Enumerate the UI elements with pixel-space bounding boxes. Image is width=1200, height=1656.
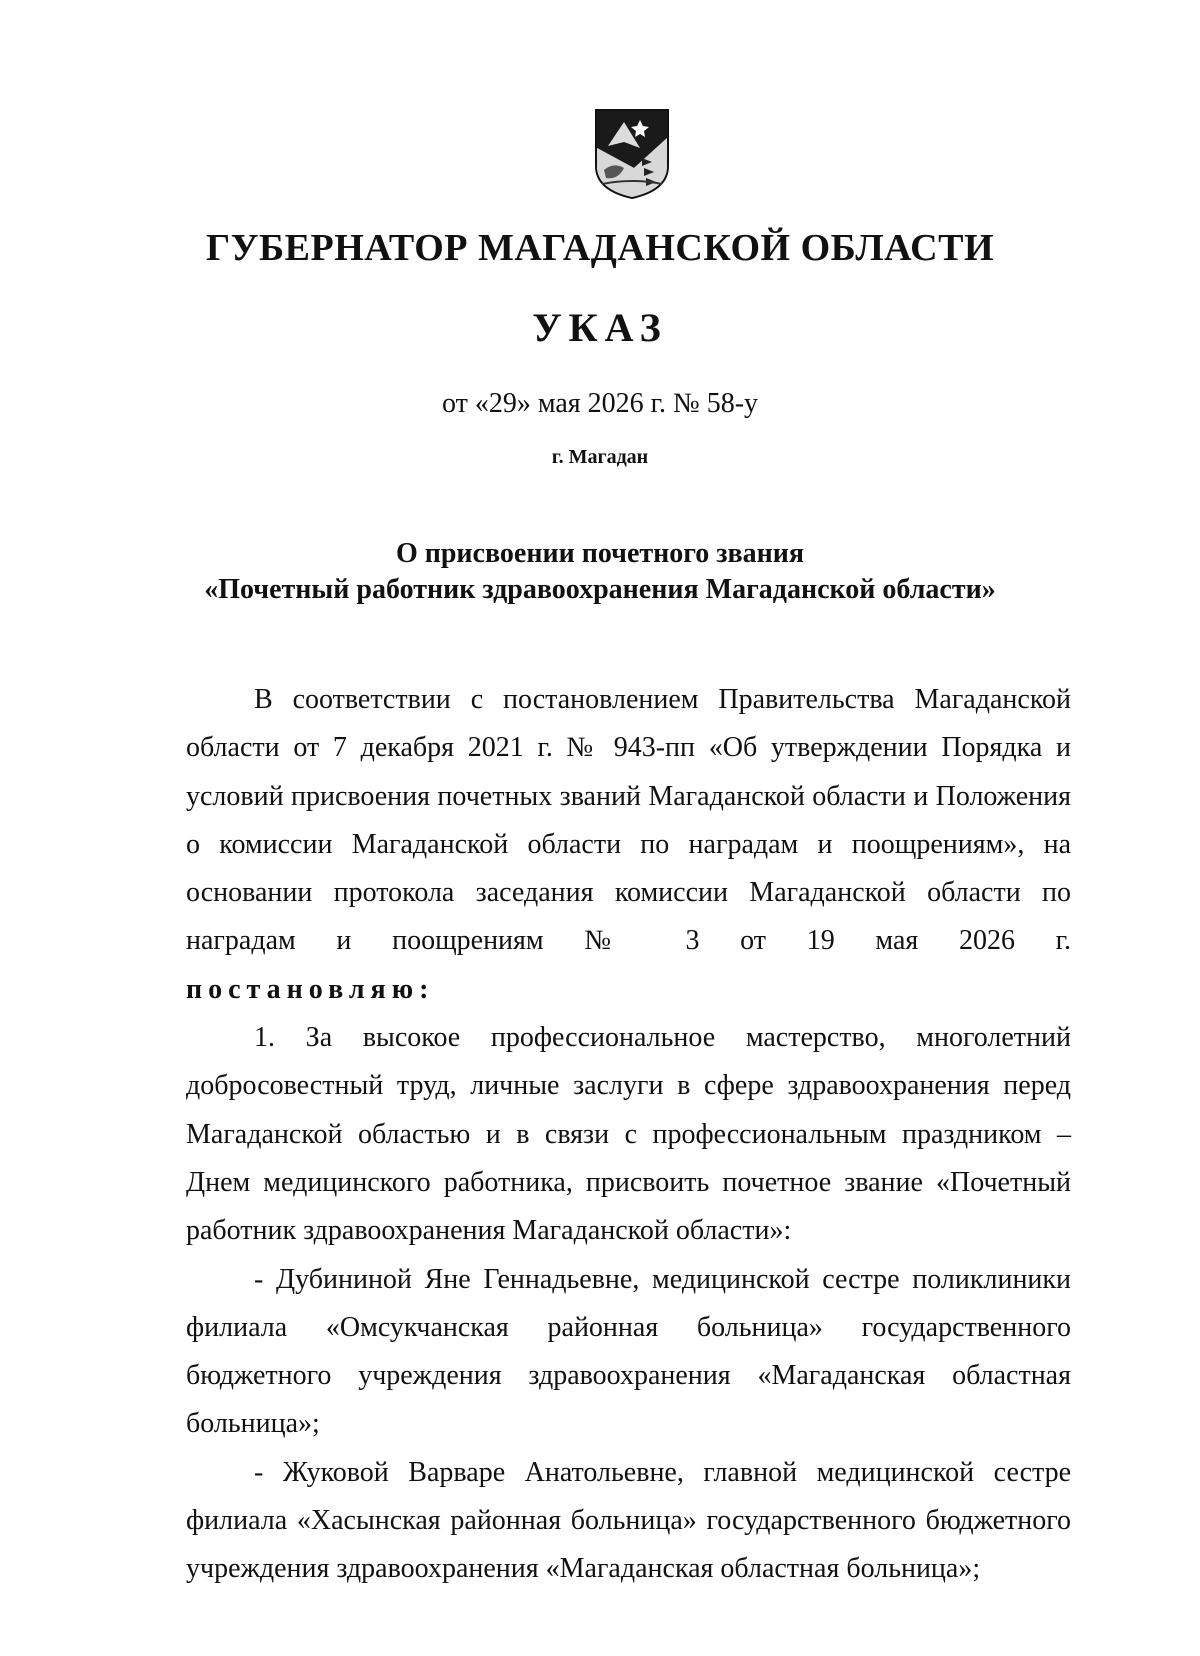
preamble-paragraph: В соответствии с постановлением Правительства Магаданской области от 7 декабря 2021 г. № 943-пп «Об утверждении Порядка и условий присвоения почетных званий Магаданской области и Положения о комиссии Магаданской области по наградам и поощрениям», на основании протокола заседания комиссии Магаданской области по наградам и поощрениям № 3 от 19 мая 2026 г. xyxy=(186,684,1071,957)
authority-heading: ГУБЕРНАТОР МАГАДАНСКОЙ ОБЛАСТИ xyxy=(205,227,995,269)
document-city: г. Магадан xyxy=(551,446,649,468)
decree-word: постановляю: xyxy=(186,973,435,1005)
awardee-2-paragraph: - Жуковой Варваре Анатольевне, главной медицинской сестре филиала «Хасынская районная больница» государственного бюджетного учреждения здравоохранения «Магаданская областная больница»; xyxy=(186,1456,1071,1585)
document-title-line-1: О присвоении почетного звания xyxy=(395,538,805,569)
document-title-line-2: «Почетный работник здравоохранения Магаданской области» xyxy=(204,574,996,605)
awardee-1-paragraph: - Дубининой Яне Геннадьевне, медицинской сестре поликлиники филиала «Омсукчанская районная больница» государственного бюджетного учреждения здравоохранения «Магаданская областная больница»; xyxy=(186,1263,1071,1440)
document-type-heading: УКАЗ xyxy=(532,305,668,350)
document-date-number: от «29» мая 2026 г. № 58-у xyxy=(441,388,759,419)
item-1-paragraph: 1. За высокое профессиональное мастерство, многолетний добросовестный труд, личные заслуги в сфере здравоохранения перед Магаданской областью и в связи с профессиональным праздником – Днем медицинского работника, присвоить почетное звание «Почетный работник здравоохранения Магаданской области»: xyxy=(186,1022,1071,1247)
document-body xyxy=(186,676,1071,1594)
magadan-coat-of-arms-icon xyxy=(594,108,670,200)
